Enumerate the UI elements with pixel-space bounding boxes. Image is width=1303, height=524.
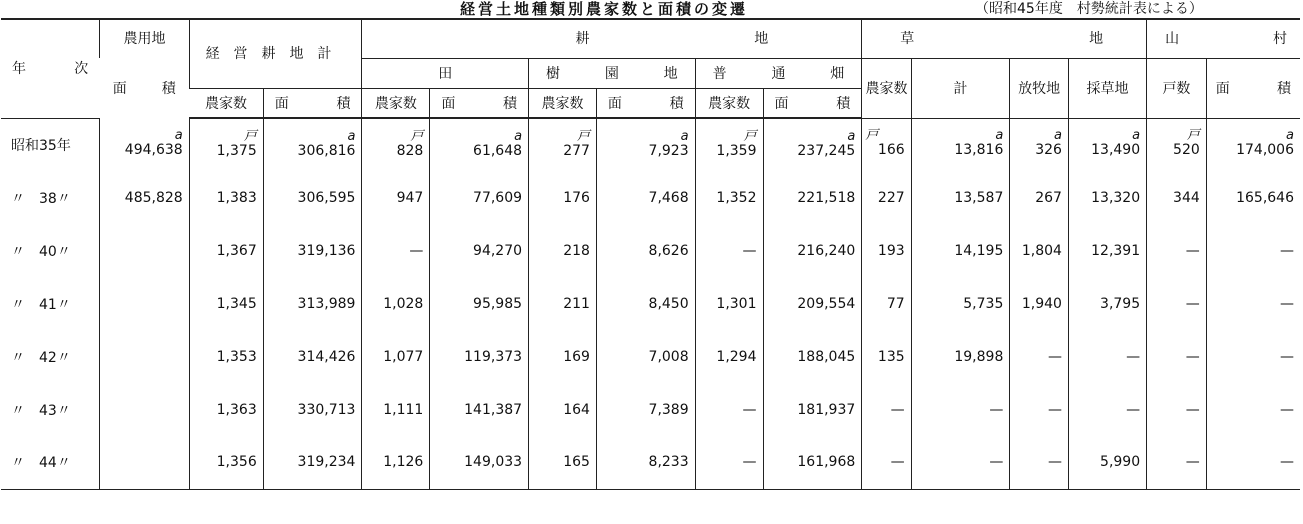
data-cell: — [1068,383,1146,436]
header-keiei: 経営耕地計 [189,18,362,88]
data-cell: — [695,224,763,277]
data-cell: 3,795 [1068,277,1146,330]
data-cell: 13,587 [911,171,1010,224]
data-cell: 戸 828 [362,118,430,171]
data-cell: 161,968 [763,436,862,489]
data-cell: 267 [1010,171,1069,224]
data-cell: 176 [529,171,597,224]
table-row [1,277,1300,330]
header-sochi-noka: 農家数 [862,58,911,118]
data-cell: 7,468 [596,171,695,224]
data-cell: 193 [862,224,911,277]
data-cell: 135 [862,330,911,383]
header-ta-noka: 農家数 [362,88,430,118]
year-cell: 〃 42〃 [11,349,71,366]
data-cell: — [1147,436,1207,489]
data-cell: 947 [362,171,430,224]
data-cell: a 237,245 [763,118,862,171]
data-cell: 5,735 [911,277,1010,330]
header-year: 年 次 [1,18,100,118]
data-cell: — [1010,436,1069,489]
data-cell: — [911,436,1010,489]
data-cell: 314,426 [263,330,362,383]
data-cell: a 326 [1010,118,1069,171]
data-cell: 1,352 [695,171,763,224]
statistics-table [1,18,1300,490]
data-cell: 戸 277 [529,118,597,171]
data-cell: 169 [529,330,597,383]
data-cell: 1,940 [1010,277,1069,330]
data-cell: a 13,490 [1068,118,1146,171]
year-cell: 昭和35年 [11,137,71,154]
data-cell: — [1010,330,1069,383]
data-cell: — [862,436,911,489]
data-cell: 319,136 [263,224,362,277]
data-cell: — [1206,277,1300,330]
data-cell: 12,391 [1068,224,1146,277]
data-cell: 141,387 [430,383,529,436]
header-sanrin-menseki: 面 積 [1206,58,1300,118]
data-cell: 209,554 [763,277,862,330]
data-cell: 1,356 [189,436,263,489]
table-row [1,330,1300,383]
data-cell: 8,626 [596,224,695,277]
header-sochi-kei: 計 [911,58,1010,118]
data-cell: 165 [529,436,597,489]
data-cell: — [1147,224,1207,277]
data-cell [100,383,189,436]
data-cell: a 13,816 [911,118,1010,171]
data-cell: a 61,648 [430,118,529,171]
table-row [1,224,1300,277]
data-cell: — [1206,383,1300,436]
table-row [1,171,1300,224]
data-cell: 306,595 [263,171,362,224]
data-cell: 1,383 [189,171,263,224]
header-juen-menseki: 面 積 [596,88,695,118]
year-cell: 〃 44〃 [1,436,100,489]
data-cell: 1,301 [695,277,763,330]
header-ta: 田 [362,58,529,88]
data-cell: — [1206,436,1300,489]
data-cell: 119,373 [430,330,529,383]
data-cell: 218 [529,224,597,277]
header-keiei-noka: 農家数 [189,88,263,118]
data-cell: 1,353 [189,330,263,383]
data-cell: 戸 1,375 [189,118,263,171]
data-cell: 1,345 [189,277,263,330]
data-cell: 181,937 [763,383,862,436]
data-cell: — [862,383,911,436]
header-kochi: 耕 地 [362,18,862,58]
data-cell: 1,804 [1010,224,1069,277]
data-cell: — [911,383,1010,436]
data-cell: 1,363 [189,383,263,436]
data-cell: 221,518 [763,171,862,224]
header-hobokuchi: 放牧地 [1010,58,1069,118]
table-row [1,383,1300,436]
data-cell: 216,240 [763,224,862,277]
data-cell: 95,985 [430,277,529,330]
data-cell [100,277,189,330]
year-cell: 〃 41〃 [11,296,71,313]
data-cell: 戸 166 [862,118,911,171]
header-sanrin-kosu: 戸数 [1147,58,1207,118]
header-futsu-noka: 農家数 [695,88,763,118]
header-sanrin: 山 村 [1147,18,1300,58]
data-cell: 7,389 [596,383,695,436]
header-ta-menseki: 面 積 [430,88,529,118]
data-cell: 344 [1147,171,1207,224]
data-cell: 8,450 [596,277,695,330]
data-cell: — [1206,224,1300,277]
data-cell: 8,233 [596,436,695,489]
header-row-1 [1,18,1300,58]
data-cell: — [1147,277,1207,330]
data-cell: 77,609 [430,171,529,224]
data-cell: a 7,923 [596,118,695,171]
data-cell [100,436,189,489]
header-keiei-menseki: 面 積 [263,88,362,118]
data-cell: 14,195 [911,224,1010,277]
data-cell: 164 [529,383,597,436]
data-cell: 188,045 [763,330,862,383]
data-cell: 1,126 [362,436,430,489]
data-cell: 227 [862,171,911,224]
data-cell: 1,294 [695,330,763,383]
data-cell: 485,828 [100,171,189,224]
data-cell: 7,008 [596,330,695,383]
header-juen-noka: 農家数 [529,88,597,118]
table-source: （昭和45年度 村勢統計表による） [975,1,1203,17]
table-title: 経営土地種類別農家数と面積の変遷 [460,0,749,18]
header-sochi: 草 地 [862,18,1147,58]
data-cell: — [362,224,430,277]
data-cell: — [1010,383,1069,436]
data-cell: a 494,638 [100,118,189,171]
data-cell: 5,990 [1068,436,1146,489]
data-cell [100,330,189,383]
data-cell: 77 [862,277,911,330]
year-cell: 〃 43〃 [11,402,71,419]
data-cell: 211 [529,277,597,330]
data-cell: a 174,006 [1206,118,1300,171]
header-noyochi: 農用地 [100,18,189,58]
data-cell: 13,320 [1068,171,1146,224]
year-cell: 〃 38〃 [11,190,71,207]
data-cell: — [1068,330,1146,383]
data-cell: 319,234 [263,436,362,489]
table-row [1,118,1300,171]
data-cell: 313,989 [263,277,362,330]
year-cell: 〃 40〃 [11,243,71,260]
header-futsuhata: 普 通 畑 [695,58,862,88]
data-cell: 戸 520 [1147,118,1207,171]
data-cell: — [695,383,763,436]
table-row [1,436,1300,489]
data-cell: a 306,816 [263,118,362,171]
data-cell: 1,077 [362,330,430,383]
data-cell: 330,713 [263,383,362,436]
data-cell: 149,033 [430,436,529,489]
data-cell: — [1206,330,1300,383]
data-cell: 19,898 [911,330,1010,383]
data-cell: 94,270 [430,224,529,277]
data-cell: 戸 1,359 [695,118,763,171]
data-cell: — [1147,383,1207,436]
header-juenchi: 樹 園 地 [529,58,696,88]
data-cell: — [1147,330,1207,383]
header-futsu-menseki: 面 積 [763,88,862,118]
data-cell: 1,367 [189,224,263,277]
data-cell: 165,646 [1206,171,1300,224]
table-caption [0,0,1303,18]
data-cell: 1,111 [362,383,430,436]
header-saisochi: 採草地 [1068,58,1146,118]
data-cell: 1,028 [362,277,430,330]
data-cell: — [695,436,763,489]
data-cell [100,224,189,277]
header-noyochi-area: 面 積 [112,81,176,97]
